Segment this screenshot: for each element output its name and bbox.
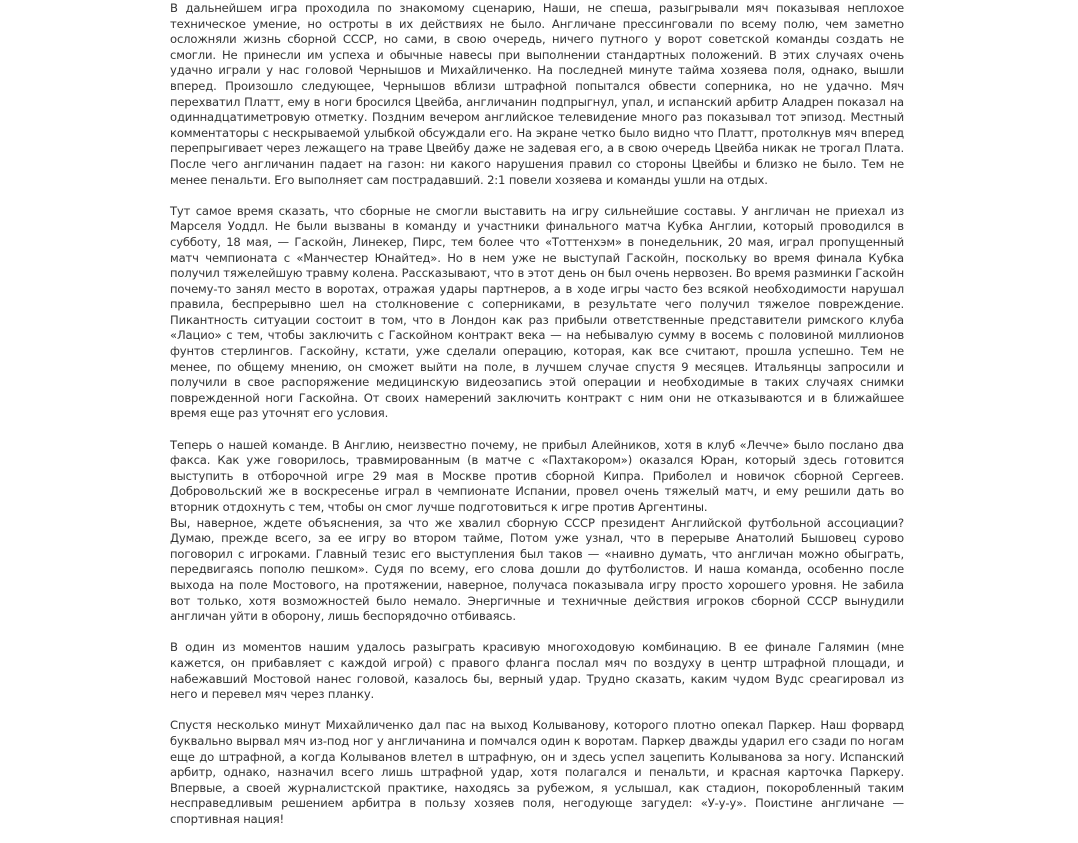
paragraph-lineups: Тут самое время сказать, что сборные не смогли выставить на игру сильнейшие составы. У англичан не приехал из Марселя Уоддл. Не были вызваны в команду и участники финального матча Кубка Англии, который проводился в субботу, 18 мая, — Гаскойн, Линекер, Пирс, тем более что «Тоттенхэм» в понедельник, 20 мая, играл пропущенный матч чемпионата с «Манчестер Юнайтед». Но в нем уже не выступай Гаскойн, поскольку во время финала Кубка получил тяжелейшую травму колена. Рассказывают, что в этот день он был очень нервозен. Во время разминки Гаскойн почему-то занял место в воротах, отражая удары партнеров, а в ходе игры часто без всякой необходимости нарушал правила, беспрерывно шел на столкновение с соперниками, в результате чего получил тяжелое повреждение. Пикантность ситуации состоит в том, что в Лондон как раз прибыли ответственные представители римского клуба «Лацио» с тем, чтобы заключить с Гаскойном контракт века — на небывалую сумму в восемь с половиной миллионов фунтов стерлингов. Гаскойну, кстати, уже сделали операцию, которая, как все считают, прошла успешно. Тем не менее, по общему мнению, он сможет выйти на поле, в лучшем случае спустя 9 месяцев. Итальянцы запросили и получили в свое распоряжение медицинскую видеозапись этой операции и необходимые в таких случаях снимки поврежденной ноги Гаскойна. От своих намерений заключить контракт с ним они не отказываются и в ближайшее время еще раз уточнят его условия. (170, 203, 904, 421)
paragraph-combination: В один из моментов нашим удалось разыграть красивую многоходовую комбинацию. В ее финале Галямин (мне кажется, он прибавляет с каждой игрой) с правого фланга послал мяч по воздуху в центр штрафной площади, и набежавший Мостовой нанес головой, казалось бы, верный удар. Трудно сказать, каким чудом Вудс среагировал из него и перевел мяч через планку. (170, 640, 904, 702)
paragraph-second-half: Вы, наверное, ждете объяснения, за что же хвалил сборную СССР президент Английской футбольной ассоциации? Думаю, прежде всего, за ее игру во втором тайме, Потом уже узнал, что в перерыве Анатолий Бышовец сурово поговорил с игроками. Главный тезис его выступления был таков — «наивно думать, что англичан можно обыграть, передвигаясь пополю пешком». Судя по всему, его слова дошли до футболистов. И наша команда, особенно после выхода на поле Мостового, на протяжении, наверное, получаса показывала игру просто хорошего уровня. Не забила вот только, хотя возможностей было немало. Энергичные и техничные действия игроков сборной СССР вынудили англичан уйти в оборону, лишь беспорядочно отбиваясь. (170, 515, 904, 624)
paragraph-kolyvanov: Спустя несколько минут Михайличенко дал пас на выход Колыванову, которого плотно опекал Паркер. Наш форвард буквально вырвал мяч из-под ног у англичанина и помчался один к воротам. Паркер дважды ударил его сзади по ногам еще до штрафной, а когда Колыванов влетел в штрафную, он и здесь успел зацепить Колыванова за ногу. Испанский арбитр, однако, назначил всего лишь штрафной удар, хотя полагался и пенальти, и красная карточка Паркеру. Впервые, а своей журналистской практике, находясь за рубежом, я услышал, как стадион, покоробленный таким несправедливым решением арбитра в пользу хозяев поля, негодующе загудел: «У-у-у». Поистине англичане — спортивная нация! (170, 718, 904, 826)
paragraph-our-team: Теперь о нашей команде. В Англию, неизвестно почему, не прибыл Алейников, хотя в клуб «Лечче» было послано два факса. Как уже говорилось, травмированным (в матче с «Пахтакором») оказался Юран, который здесь готовится выступить в отборочной игре 29 мая в Москве против сборной Кипра. Приболел и новичок сборной Сергеев. Добровольский же в воскресенье играл в чемпионате Испании, провел очень тяжелый матч, и ему решили дать во вторник отдохнуть с тем, чтобы он смог лучше подготовиться к игре против Аргентины. (170, 437, 904, 514)
article-body (170, 1, 904, 843)
paragraph-first-half-end: В дальнейшем игра проходила по знакомому сценарию, Наши, не спеша, разыгрывали мяч показывая неплохое техническое умение, но остроты в их действиях не было. Англичане прессинговали по всему полю, чем заметно осложняли жизнь сборной СССР, но сами, в свою очередь, ничего путного у ворот советской команды создать не смогли. Не принесли им успеха и обычные навесы при выполнении стандартных положений. В этих случаях очень удачно играли у нас головой Чернышов и Михайличенко. На последней минуте тайма хозяева поля, однако, вышли вперед. Произошло следующее, Чернышов вблизи штрафной попытался обвести соперника, но не удачно. Мяч перехватил Платт, ему в ноги бросился Цвейба, англичанин подпрыгнул, упал, и испанский арбитр Аладрен показал на одиннадцатиметровую отметку. Поздним вечером английское телевидение много раз показывал тот эпизод. Местный комментаторы с нескрываемой улыбкой обсуждали его. На экране четко было видно что Платт, протолкнув мяч вперед перепрыгивает через лежащего на траве Цвейбу даже не задевая его, а в свою очередь Цвейба никак не трогал Плата. После чего англичанин падает на газон: ни какого нарушения правил со стороны Цвейбы и близко не было. Тем не менее пенальти. Его выполняет сам пострадавший. 2:1 повели хозяева и команды ушли на отдых. (170, 1, 904, 187)
